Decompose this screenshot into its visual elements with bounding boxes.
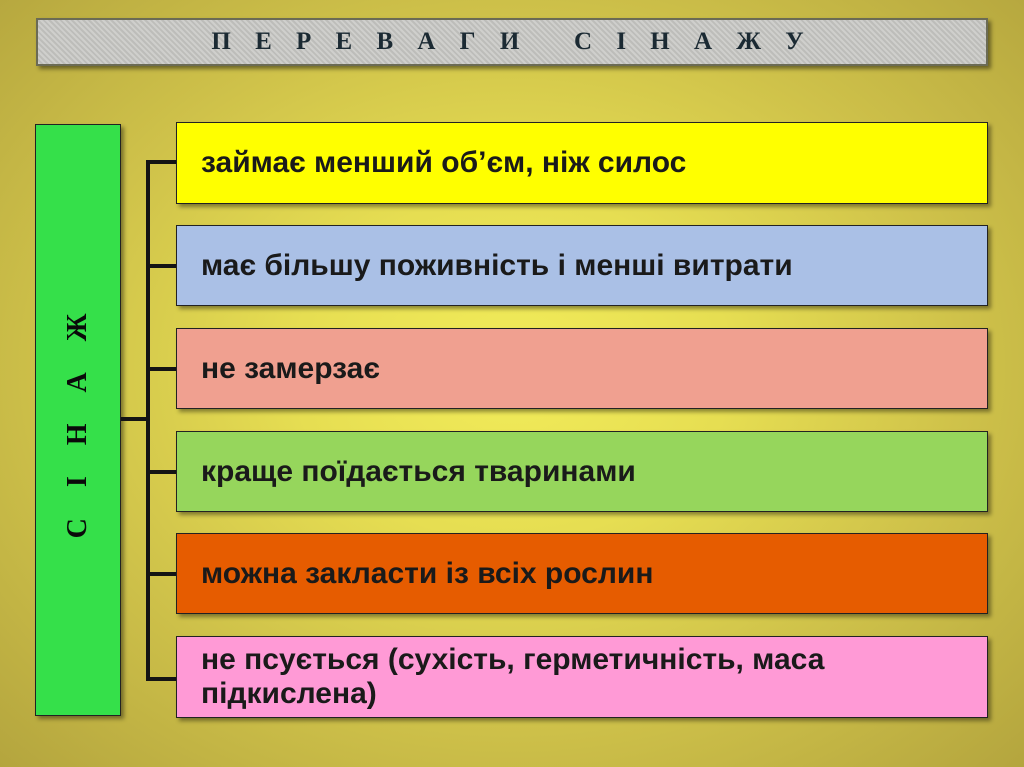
connector-branch-2 xyxy=(146,264,177,268)
title-banner xyxy=(36,18,988,66)
connector-stem xyxy=(121,417,149,421)
connector-branch-4 xyxy=(146,470,177,474)
advantage-item-6 xyxy=(176,636,988,718)
advantage-text-1: займає менший об’єм, ніж силос xyxy=(201,146,687,179)
advantage-text-3: не замерзає xyxy=(201,351,380,385)
page-title: П Е Р Е В А Г И С І Н А Ж У xyxy=(211,28,813,55)
advantage-text-4: краще поїдається тваринами xyxy=(201,454,636,488)
advantage-text-5: можна закласти із всіх рослин xyxy=(201,556,654,590)
advantage-item-3 xyxy=(176,328,988,409)
advantage-text-6: не псується (сухість, герметичність, маса підкислена) xyxy=(201,643,825,710)
side-box-sinazh xyxy=(35,124,121,716)
advantage-text-2: має більшу поживність і менші витрати xyxy=(201,248,793,282)
advantage-item-4 xyxy=(176,431,988,512)
advantage-item-2 xyxy=(176,225,988,306)
side-label: С І Н А Ж xyxy=(62,301,93,539)
advantage-item-5 xyxy=(176,533,988,614)
connector-branch-6 xyxy=(146,677,177,681)
connector-branch-1 xyxy=(146,160,177,164)
connector-branch-5 xyxy=(146,572,177,576)
connector-trunk xyxy=(146,160,150,681)
connector-branch-3 xyxy=(146,367,177,371)
advantage-item-1 xyxy=(176,122,988,204)
